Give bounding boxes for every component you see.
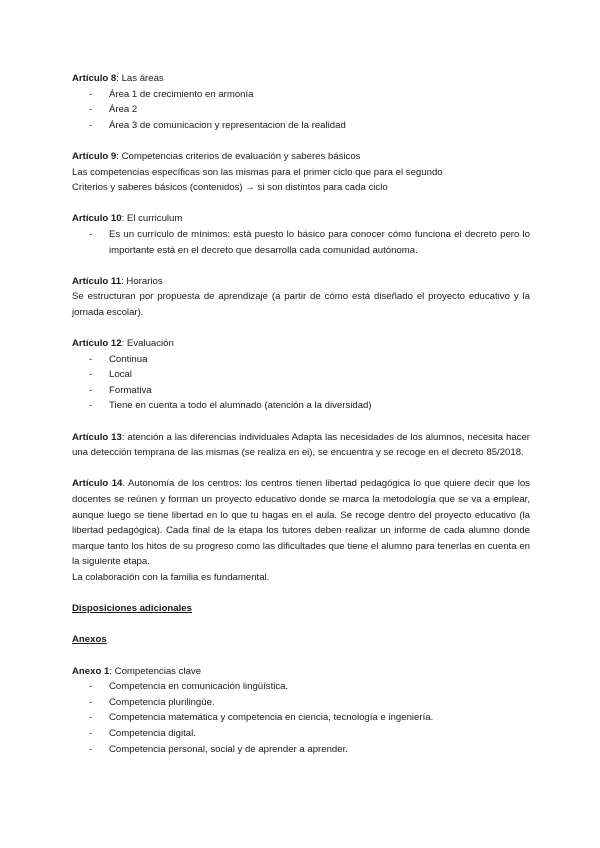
art9-line: Las competencias específicas son las mismas para el primer ciclo que para el segundo <box>72 166 443 178</box>
section-heading-anexos <box>72 632 530 648</box>
list-item: - Competencia plurilingüe. <box>72 695 530 711</box>
art13-text: : atención a las diferencias individuales Adapta las necesidades de los alumnos, necesita hacer una detección temprana de las mismas (se realiza en ei), se encuentra y se recoge en el decreto 85/2018. <box>72 431 530 459</box>
anexo1-heading <box>72 664 530 680</box>
list-item: - Local <box>72 367 530 383</box>
list-item: - Área 1 de crecimiento en armonía <box>72 87 530 103</box>
list-item: - Competencia en comunicación lingüística. <box>72 679 530 695</box>
art8-title: : Las áreas <box>116 73 164 84</box>
art12-heading <box>72 336 530 352</box>
list-item: - Continua <box>72 352 530 368</box>
art14-extra: La colaboración con la familia es fundamental. <box>72 572 270 583</box>
list-item: - Competencia matemática y competencia en ciencia, tecnología e ingeniería. <box>72 710 530 726</box>
document-body <box>72 71 530 757</box>
list-item: - Competencia personal, social y de aprender a aprender. <box>72 742 530 758</box>
art10-list <box>72 227 530 258</box>
list-item: - Competencia digital. <box>72 726 530 742</box>
list-item: - Formativa <box>72 383 530 399</box>
list-item: - Área 2 <box>72 102 530 118</box>
art14-paragraph <box>72 476 530 570</box>
art14-text: . Autonomía de los centros: los centros tienen libertad pedagógica lo que quiere decir que los docentes se reúnen y forman un proyecto educativo donde se marca la metodología que se va a emplear, aunque luego se tiene libertad en lo que tu hagas en el aula. Se recoge dentro del proyecto educativo (la libertad pedagógica). Cada final de la etapa los tutores deben realizar un informe de cada alumno donde marque tanto los hitos de su progreso como las dificultades que tiene el alumno para tenerlas en cuenta en la siguiente etapa. <box>72 478 530 568</box>
art10-title: : El curriculum <box>121 213 183 225</box>
anexos-title: Anexos <box>72 634 107 646</box>
art9-title: : Competencias criterios de evaluación y saberes básicos <box>116 150 361 162</box>
list-item: - Es un currículo de mínimos: está puesto lo básico para conocer cómo funciona el decreto pero lo importante está en el decreto que desarrolla cada comunidad autónoma. <box>72 227 530 258</box>
art8-label: Artículo 8 <box>72 73 117 84</box>
art11-heading <box>72 274 530 290</box>
art8-list <box>72 87 530 134</box>
art10-label: Artículo 10 <box>72 213 122 225</box>
anexo1-label: Anexo 1 <box>72 665 110 677</box>
art9-heading <box>72 149 530 165</box>
art12-list <box>72 352 530 414</box>
art11-title: : Horarios <box>121 275 163 287</box>
anexo1-list <box>72 679 530 757</box>
anexo1-title: : Competencias clave <box>109 665 202 677</box>
art8-heading <box>72 71 530 87</box>
list-item: - Tiene en cuenta a todo el alumnado (atención a la diversidad) <box>72 398 530 414</box>
art12-label: Artículo 12 <box>72 338 122 350</box>
art10-heading <box>72 211 530 227</box>
art14-label: Artículo 14 <box>72 478 123 490</box>
section-heading-disposiciones <box>72 601 530 617</box>
disposiciones-title: Disposiciones adicionales <box>72 603 192 615</box>
art13-label: Artículo 13 <box>72 431 122 443</box>
art9-line: Criterios y saberes básicos (contenidos) → si son distintos para cada ciclo <box>72 182 388 194</box>
art12-title: : Evaluación <box>121 338 174 350</box>
art11-label: Artículo 11 <box>72 275 122 287</box>
art9-label: Artículo 9 <box>72 150 117 162</box>
list-item: - Área 3 de comunicacion y representacion de la realidad <box>72 118 530 134</box>
art11-text: Se estructuran por propuesta de aprendizaje (a partir de cómo está diseñado el proyecto educativo y la jornada escolar). <box>72 291 530 318</box>
art13-paragraph <box>72 430 530 461</box>
